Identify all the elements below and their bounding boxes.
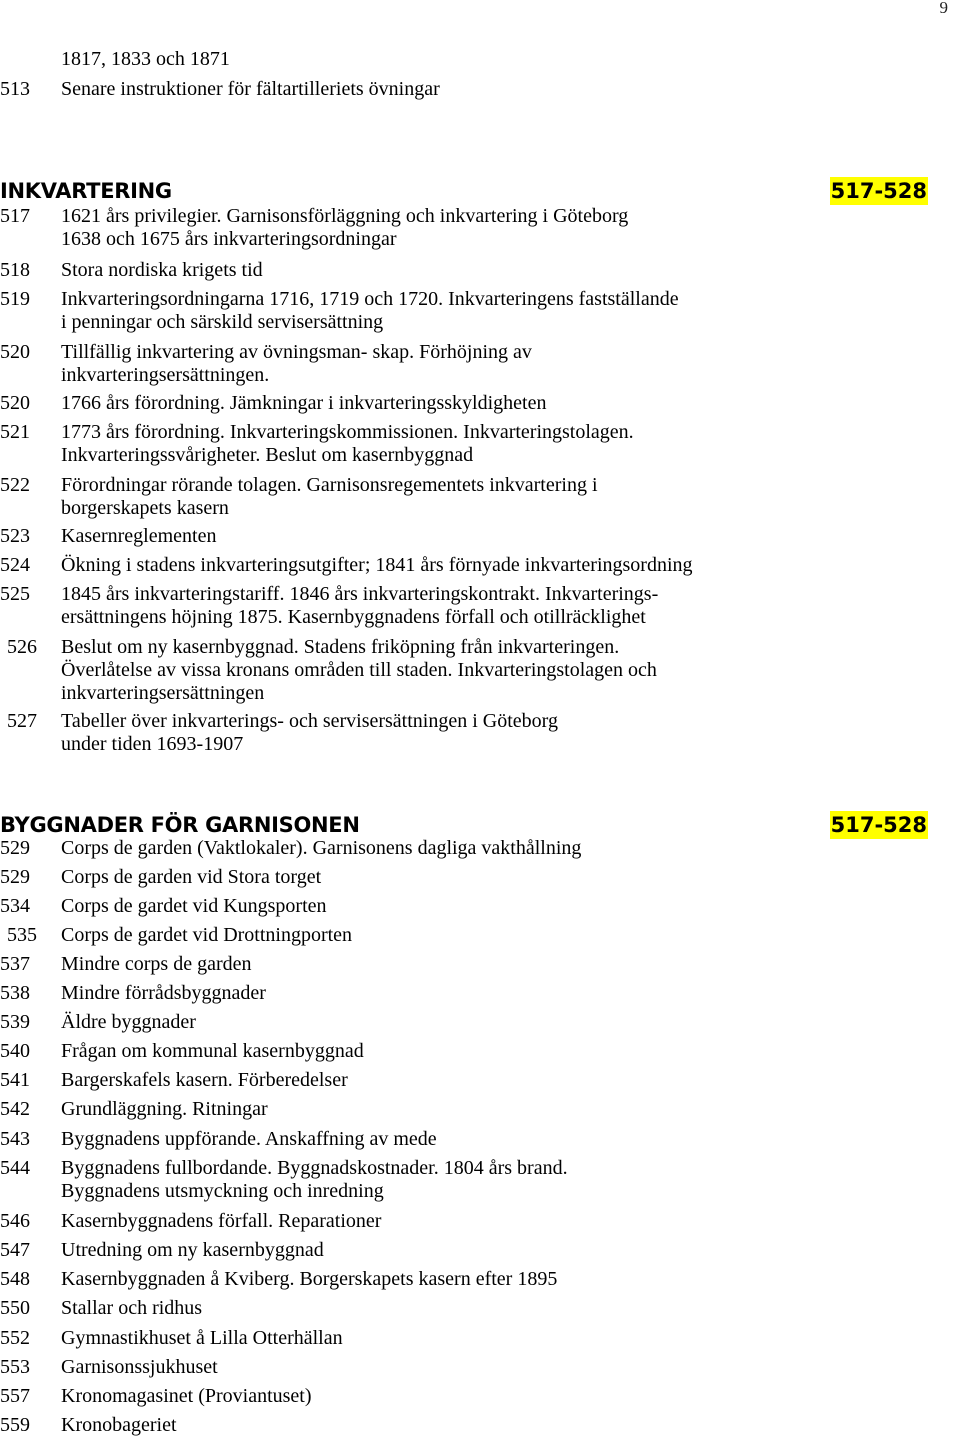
entry-number: 537 (0, 953, 30, 975)
entry-text: Corps de garden vid Stora torget (61, 866, 322, 888)
entry-number: 525 (0, 583, 30, 605)
entry-text: Stallar och ridhus (61, 1297, 203, 1319)
entry-text: 1773 års förordning. Inkvarteringskommissionen. Inkvarteringstolagen. Inkvarteringssvårigheter. Beslut om kasernbyggnad (61, 421, 634, 466)
entry-number: 543 (0, 1128, 30, 1150)
entry-number: 517 (0, 205, 30, 227)
page-number: 9 (939, 0, 948, 17)
entry-number: 523 (0, 525, 30, 547)
entry-text: Tabeller över inkvarterings- och servisersättningen i Göteborg under tiden 1693-1907 (61, 710, 558, 755)
entry-number: 541 (0, 1069, 30, 1091)
entry-text: 1766 års förordning. Jämkningar i inkvarteringsskyldigheten (61, 392, 547, 414)
entry-number: 534 (0, 895, 30, 917)
entry-number: 557 (0, 1385, 30, 1407)
entry-text: Corps de garden (Vaktlokaler). Garnisonens dagliga vakthållning (61, 837, 582, 859)
entry-number: 547 (0, 1239, 30, 1261)
entry-number: 539 (0, 1011, 30, 1033)
entry-number: 520 (0, 392, 30, 414)
entry-text: Mindre corps de garden (61, 953, 252, 975)
entry-text: Kasernreglementen (61, 525, 217, 547)
section-title: INKVARTERING (0, 179, 172, 203)
entry-text: Kasernbyggnaden å Kviberg. Borgerskapets kasern efter 1895 (61, 1268, 558, 1290)
entry-text: Mindre förrådsbyggnader (61, 982, 266, 1004)
section-range-highlight: 517-528 (830, 813, 927, 837)
section-heading (0, 811, 930, 839)
entry-number: 521 (0, 421, 30, 443)
entry-number: 529 (0, 866, 30, 888)
entry-text: Frågan om kommunal kasernbyggnad (61, 1040, 364, 1062)
entry-text: Senare instruktioner för fältartilleriets övningar (61, 78, 440, 100)
entry-number: 535 (7, 924, 37, 946)
entry-number: 550 (0, 1297, 30, 1319)
entry-text: Inkvarteringsordningarna 1716, 1719 och 1720. Inkvarteringens fastställande i penningar och särskild servisersättning (61, 288, 679, 333)
entry-number: 527 (7, 710, 37, 732)
entry-number: 529 (0, 837, 30, 859)
entry-text: 1621 års privilegier. Garnisonsförläggning och inkvartering i Göteborg 1638 och 1675 års inkvarteringsordningar (61, 205, 629, 250)
entry-text: Garnisonssjukhuset (61, 1356, 218, 1378)
entry-text: Äldre byggnader (61, 1011, 196, 1033)
entry-number: 520 (0, 341, 30, 363)
entry-number: 526 (7, 636, 37, 658)
entry-number: 546 (0, 1210, 30, 1232)
entry-number: 542 (0, 1098, 30, 1120)
entry-number: 513 (0, 78, 30, 100)
entry-text: Stora nordiska krigets tid (61, 259, 263, 281)
entry-number: 559 (0, 1414, 30, 1436)
entry-text: Gymnastikhuset å Lilla Otterhällan (61, 1327, 343, 1349)
entry-number: 518 (0, 259, 30, 281)
entry-text: Kronomagasinet (Proviantuset) (61, 1385, 312, 1407)
entry-text: Byggnadens uppförande. Anskaffning av mede (61, 1128, 437, 1150)
entry-number: 552 (0, 1327, 30, 1349)
entry-text: Beslut om ny kasernbyggnad. Stadens friköpning från inkvarteringen. Överlåtelse av vissa kronans områden till staden. Inkvarteringstolagen och inkvarteringsersättningen (61, 636, 657, 704)
entry-number: 522 (0, 474, 30, 496)
entry-text: Förordningar rörande tolagen. Garnisonsregementets inkvartering i borgerskapets kasern (61, 474, 598, 519)
entry-text: Byggnadens fullbordande. Byggnadskostnader. 1804 års brand. Byggnadens utsmyckning och inredning (61, 1157, 568, 1202)
entry-number: 544 (0, 1157, 30, 1179)
entry-text: Grundläggning. Ritningar (61, 1098, 268, 1120)
entry-number: 538 (0, 982, 30, 1004)
entry-number: 540 (0, 1040, 30, 1062)
entry-number: 524 (0, 554, 30, 576)
entry-number: 548 (0, 1268, 30, 1290)
section-heading (0, 177, 930, 205)
entry-text: Ökning i stadens inkvarteringsutgifter; 1841 års förnyade inkvarteringsordning (61, 554, 693, 576)
section-title: BYGGNADER FÖR GARNISONEN (0, 813, 360, 837)
entry-number: 553 (0, 1356, 30, 1378)
entry-text: Bargerskafels kasern. Förberedelser (61, 1069, 348, 1091)
section-range-highlight: 517-528 (830, 179, 927, 203)
entry-text: Kasernbyggnadens förfall. Reparationer (61, 1210, 382, 1232)
entry-number: 519 (0, 288, 30, 310)
entry-text: Kronobageriet (61, 1414, 177, 1436)
entry-text: Utredning om ny kasernbyggnad (61, 1239, 324, 1261)
entry-text: Corps de gardet vid Kungsporten (61, 895, 327, 917)
entry-text: Corps de gardet vid Drottningporten (61, 924, 353, 946)
entry-text: 1845 års inkvarteringstariff. 1846 års inkvarteringskontrakt. Inkvarterings- ersättningens höjning 1875. Kasernbyggnadens förfall och otillräcklighet (61, 583, 659, 628)
entry-text: Tillfällig inkvartering av övningsman- skap. Förhöjning av inkvarteringsersättningen. (61, 341, 532, 386)
entry-text: 1817, 1833 och 1871 (61, 48, 230, 70)
